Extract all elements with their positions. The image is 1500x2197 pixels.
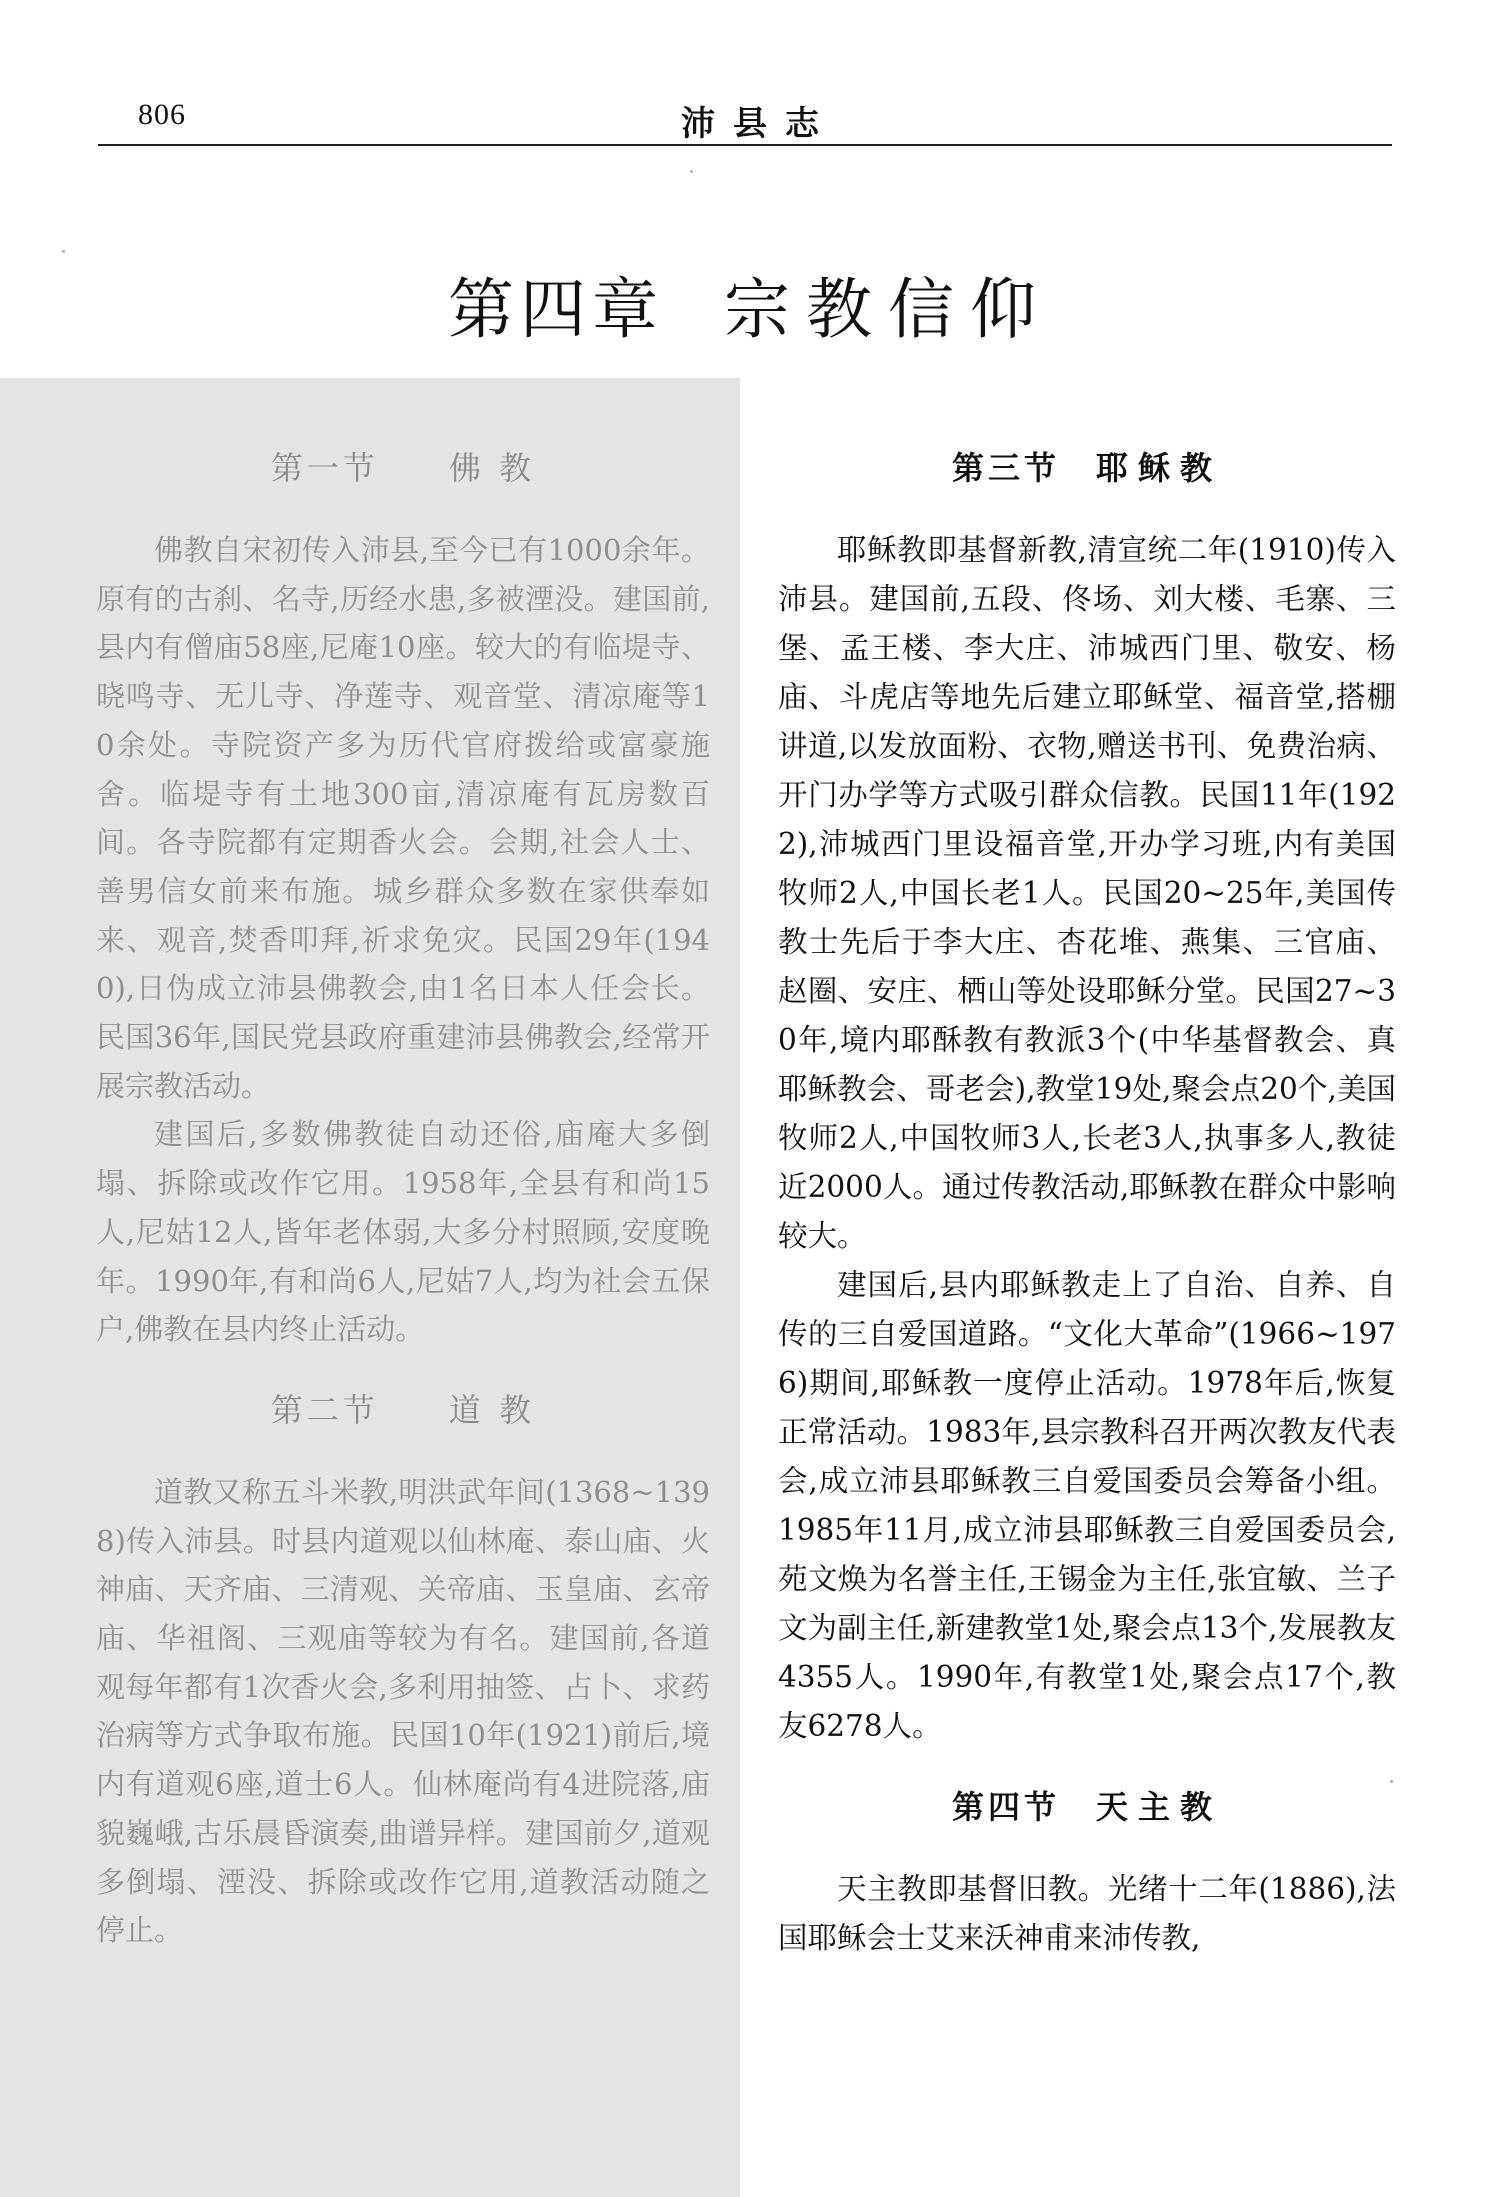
header-rule [98, 144, 1392, 146]
section-name: 佛 教 [448, 449, 536, 487]
section-number: 第四节 [951, 1788, 1060, 1826]
paragraph: 佛教自宋初传入沛县,至今已有1000余年。原有的古刹、名寺,历经水患,多被湮没。建国前,县内有僧庙58座,尼庵10座。较大的有临堤寺、晓鸣寺、无儿寺、净莲寺、观音堂、清凉庵等10余处。寺院资产多为历代官府拨给或富豪施舍。临堤寺有土地300亩,清凉庵有瓦房数百间。各寺院都有定期香火会。会期,社会人士、善男信女前来布施。城乡群众多数在家供奉如来、观音,焚香叩拜,祈求免灾。民国29年(1940),日伪成立沛县佛教会,由1名日本人任会长。民国36年,国民党县政府重建沛县佛教会,经常开展宗教活动。 [96, 533, 710, 1103]
paragraph: 天主教即基督旧教。光绪十二年(1886),法国耶稣会士艾来沃神甫来沛传教, [778, 1872, 1396, 1955]
chapter-title [0, 256, 1500, 351]
section-name: 耶稣教 [1096, 449, 1223, 487]
section-number: 第一节 [270, 449, 379, 487]
right-column [778, 446, 1396, 1963]
paragraph: 建国后,县内耶稣教走上了自治、自养、自传的三自爱国道路。“文化大革命”(1966~1976)期间,耶稣教一度停止活动。1978年后,恢复正常活动。1983年,县宗教科召开两次教友代表会,成立沛县耶稣教三自爱国委员会筹备小组。1985年11月,成立沛县耶稣教三自爱国委员会,苑文焕为名誉主任,王锡金为主任,张宜敏、兰子文为副主任,新建教堂1处,聚会点13个,发展教友4355人。1990年,有教堂1处,聚会点17个,教友6278人。 [778, 1268, 1396, 1743]
left-column [0, 378, 740, 2197]
page-speck [690, 170, 693, 173]
section-number: 第二节 [270, 1390, 379, 1429]
paragraph: 道教又称五斗米教,明洪武年间(1368~1398)传入沛县。时县内道观以仙林庵、泰山庙、火神庙、天齐庙、三清观、关帝庙、玉皇庙、玄帝庙、华祖阁、三观庙等较为有名。建国前,各道观每年都有1次香火会,多利用抽签、占卜、求药治病等方式争取布施。民国10年(1921)前后,境内有道观6座,道士6人。仙林庵尚有4进院落,庙貌巍峨,古乐晨昏演奏,曲谱异样。建国前夕,道观多倒塌、湮没、拆除或改作它用,道教活动随之停止。 [96, 1474, 710, 1948]
section-name: 天主教 [1096, 1788, 1223, 1826]
chapter-number: 第四章 [448, 271, 664, 348]
section-heading-taoism [96, 1388, 710, 1432]
section-heading-catholicism [778, 1785, 1396, 1829]
page-number: 806 [138, 98, 186, 131]
chapter-name: 宗教信仰 [724, 271, 1052, 348]
section-number: 第三节 [951, 449, 1060, 487]
section-heading-protestantism [778, 446, 1396, 490]
paragraph: 耶稣教即基督新教,清宣统二年(1910)传入沛县。建国前,五段、佟场、刘大楼、毛寨、三堡、孟王楼、李大庄、沛城西门里、敬安、杨庙、斗虎店等地先后建立耶稣堂、福音堂,搭棚讲道,以发放面粉、衣物,赠送书刊、免费治病、开门办学等方式吸引群众信教。民国11年(1922),沛城西门里设福音堂,开办学习班,内有美国牧师2人,中国长老1人。民国20~25年,美国传教士先后于李大庄、杏花堆、燕集、三官庙、赵圈、安庄、栖山等处设耶稣分堂。民国27~30年,境内耶酥教有教派3个(中华基督教会、真耶稣教会、哥老会),教堂19处,聚会点20个,美国牧师2人,中国牧师3人,长老3人,执事多人,教徒近2000人。通过传教活动,耶稣教在群众中影响较大。 [778, 533, 1396, 1253]
page-speck [62, 250, 65, 253]
page-speck [1390, 1780, 1393, 1783]
running-title: 沛县志 [681, 104, 837, 144]
paragraph: 建国后,多数佛教徒自动还俗,庙庵大多倒塌、拆除或改作它用。1958年,全县有和尚15人,尼姑12人,皆年老体弱,大多分村照顾,安度晚年。1990年,有和尚6人,尼姑7人,均为社会五保户,佛教在县内终止活动。 [96, 1117, 710, 1347]
section-name: 道 教 [448, 1390, 536, 1429]
section-heading-buddhism [96, 446, 710, 490]
